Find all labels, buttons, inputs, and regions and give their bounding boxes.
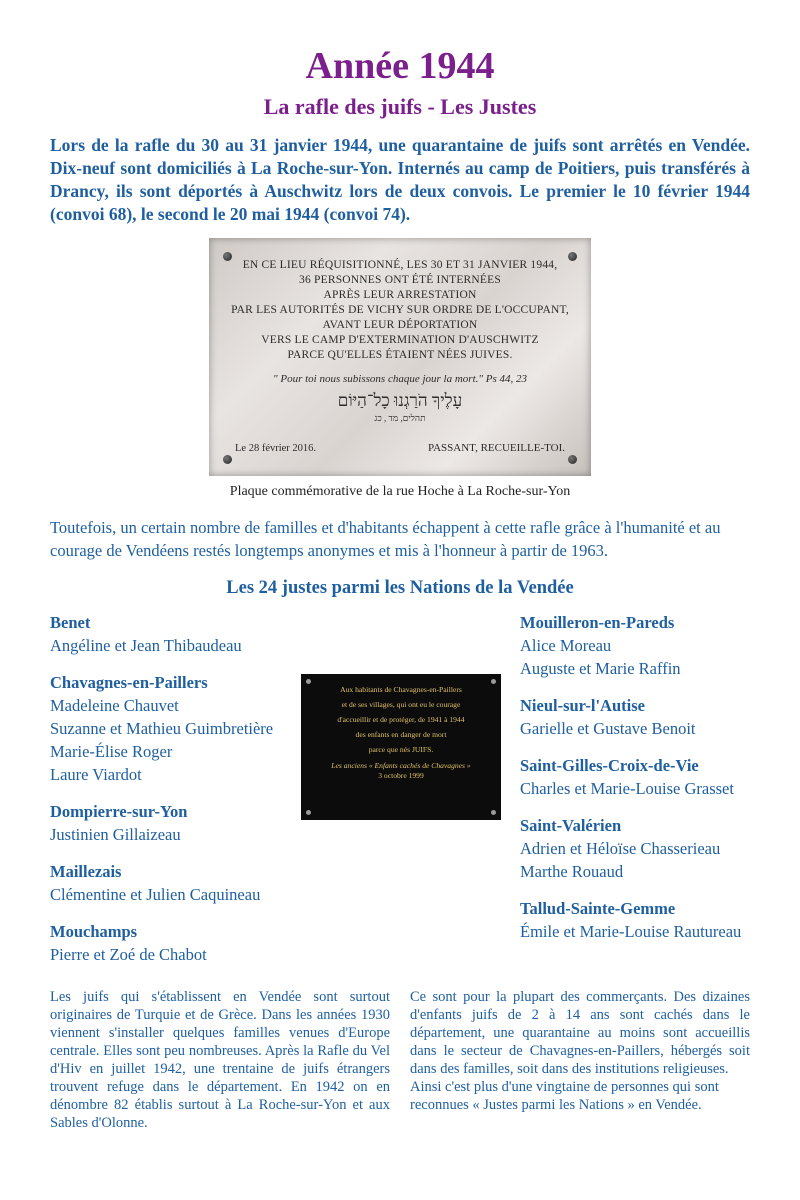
plaque-line: PAR LES AUTORITÉS DE VICHY SUR ORDRE DE L'OCCUPANT, [231, 304, 569, 316]
justes-left-column [50, 612, 320, 981]
juste-name: Pierre et Zoé de Chabot [50, 945, 207, 964]
plaque-hebrew-reference: תהלים, מד , כג [374, 413, 426, 423]
juste-name: Marie-Élise Roger [50, 742, 173, 761]
intro-paragraph: Lors de la rafle du 30 au 31 janvier 1944, une quarantaine de juifs sont arrêtés en Vendée. Dix-neuf sont domiciliés à La Roche-sur-Yon. Internés au camp de Poitiers, puis transférés à Drancy, ils sont déportés à Auschwitz lors de deux convois. Le premier le 10 février 1944 (convoi 68), le second le 20 mai 1944 (convoi 74). [50, 135, 750, 224]
commune-group [520, 815, 790, 883]
screw-icon [223, 455, 232, 464]
plaque-line: PARCE QU'ELLES ÉTAIENT NÉES JUIVES. [287, 349, 513, 361]
commune-name: Chavagnes-en-Paillers [50, 673, 208, 692]
justes-right-column [520, 612, 790, 958]
juste-name: Alice Moreau [520, 636, 612, 655]
black-plaque-line: et de ses villages, qui ont eu le courage [341, 700, 461, 709]
commune-group [520, 695, 790, 740]
justes-section-title: Les 24 justes parmi les Nations de la Vendée [226, 578, 574, 598]
commune-name: Mouchamps [50, 922, 138, 941]
plaque-line: 36 PERSONNES ONT ÉTÉ INTERNÉES [299, 274, 501, 286]
commune-name: Mouilleron-en-Pareds [520, 613, 675, 632]
commune-group [50, 861, 320, 906]
juste-name: Auguste et Marie Raffin [520, 659, 681, 678]
commune-name: Maillezais [50, 862, 122, 881]
plaque-date: Le 28 février 2016. [235, 443, 317, 454]
screw-icon [306, 679, 311, 684]
commune-name: Dompierre-sur-Yon [50, 802, 188, 821]
bottom-right-paragraphs [410, 988, 750, 1114]
toutefois-paragraph: Toutefois, un certain nombre de familles et d'habitants échappent à cette rafle grâce à l'humanité et au courage de Vendéens restés longtemps anonymes et mis à l'honneur à partir de 1963. [50, 518, 721, 560]
juste-name: Garielle et Gustave Benoit [520, 719, 696, 738]
page-title: Année 1944 [305, 45, 495, 87]
plaque-quote: " Pour toi nous subissons chaque jour la mort." Ps 44, 23 [273, 373, 527, 385]
commune-name: Saint-Gilles-Croix-de-Vie [520, 756, 699, 775]
bottom-right-paragraph-1: Ce sont pour la plupart des commerçants. Des dizaines d'enfants juifs de 2 à 14 ans sont cachés dans le département, une quarantaine au moins sont accueillis dans le secteur de Chavagnes-en-Paillers, hébergés soit dans des familles, soit dans des institutions religieuses. [410, 989, 750, 1077]
chavagnes-plaque-photo [301, 674, 501, 820]
commune-group [50, 672, 320, 786]
commune-name: Tallud-Sainte-Gemme [520, 899, 676, 918]
juste-name: Marthe Rouaud [520, 862, 624, 881]
commemorative-plaque-photo [209, 238, 591, 476]
black-plaque-credit: Les anciens « Enfants cachés de Chavagnes » [331, 761, 471, 770]
black-plaque-line: parce que nés JUIFS. [368, 745, 434, 754]
commune-group [50, 801, 320, 846]
black-plaque-line: des enfants en danger de mort [355, 730, 447, 739]
screw-icon [491, 810, 496, 815]
plaque-line: EN CE LIEU RÉQUISITIONNÉ, LES 30 ET 31 JANVIER 1944, [242, 259, 558, 271]
bottom-left-paragraph: Les juifs qui s'établissent en Vendée sont surtout originaires de Turquie et de Grèce. Dans les années 1930 viennent s'installer quelques familles venues d'Europe centrale. Elles sont peu nombreuses. Après la Rafle du Vel d'Hiv en juillet 1942, une trentaine de juifs étrangers trouvent refuge dans le département. En 1942 on en dénombre 82 établis surtout à La Roche-sur-Yon et aux Sables d'Olonne. [50, 989, 390, 1131]
juste-name: Angéline et Jean Thibaudeau [50, 636, 242, 655]
screw-icon [306, 810, 311, 815]
black-plaque-date: 3 octobre 1999 [378, 771, 424, 780]
bottom-right-paragraph-2: Ainsi c'est plus d'une vingtaine de personnes qui sont reconnues « Justes parmi les Nations » en Vendée. [410, 1079, 719, 1113]
juste-name: Madeleine Chauvet [50, 696, 179, 715]
plaque-caption: Plaque commémorative de la rue Hoche à La Roche-sur-Yon [229, 484, 571, 499]
juste-name: Émile et Marie-Louise Rautureau [520, 922, 742, 941]
black-plaque-line: Aux habitants de Chavagnes-en-Paillers [340, 685, 462, 694]
black-plaque-line: d'accueillir et de protéger, de 1941 à 1944 [337, 715, 465, 724]
plaque-hebrew: עָלֶיךָ הֹרַגְנוּ כָל־הַיּוֹם [337, 391, 463, 410]
plaque-line: APRÈS LEUR ARRESTATION [323, 289, 477, 301]
juste-name: Justinien Gillaizeau [50, 825, 181, 844]
commune-name: Saint-Valérien [520, 816, 622, 835]
juste-name: Laure Viardot [50, 765, 142, 784]
plaque-text [209, 258, 591, 423]
plaque-line: AVANT LEUR DÉPORTATION [322, 319, 478, 331]
commune-group [520, 755, 790, 800]
commune-group [50, 612, 320, 657]
juste-name: Adrien et Héloïse Chasserieau [520, 839, 721, 858]
commune-group [50, 921, 320, 966]
juste-name: Clémentine et Julien Caquineau [50, 885, 261, 904]
plaque-passant: PASSANT, RECUEILLE-TOI. [428, 442, 565, 454]
screw-icon [491, 679, 496, 684]
plaque-line: VERS LE CAMP D'EXTERMINATION D'AUSCHWITZ [261, 334, 539, 346]
commune-name: Nieul-sur-l'Autise [520, 696, 645, 715]
juste-name: Suzanne et Mathieu Guimbretière [50, 719, 274, 738]
page-subtitle: La rafle des juifs - Les Justes [263, 94, 537, 119]
commune-name: Benet [50, 613, 91, 632]
commune-group [520, 898, 790, 943]
juste-name: Charles et Marie-Louise Grasset [520, 779, 734, 798]
commune-group [520, 612, 790, 680]
screw-icon [568, 455, 577, 464]
